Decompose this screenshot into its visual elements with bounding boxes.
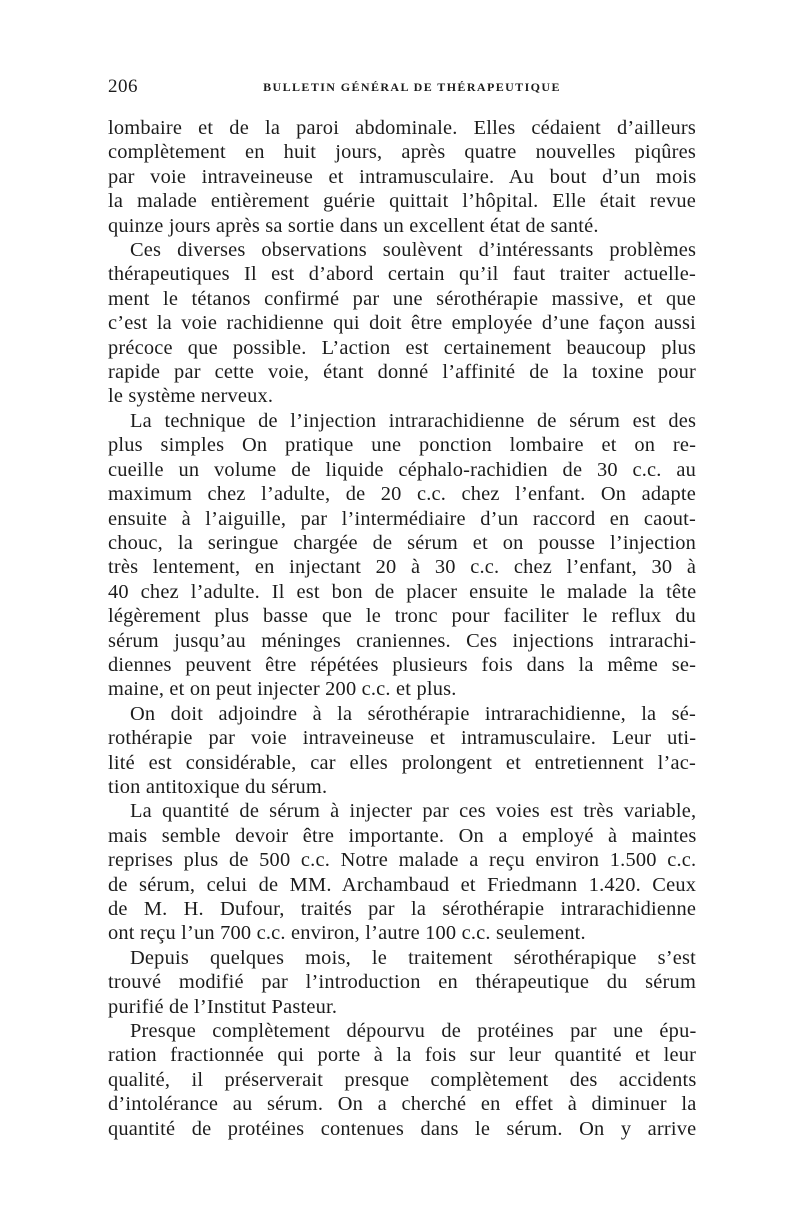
text-line: thérapeutiques Il est d’abord certain qu’il faut traiter actuelle- <box>108 263 696 286</box>
paragraph-3 <box>108 409 696 702</box>
text-line: d’intolérance au sérum. On a cherché en effet à diminuer la <box>108 1093 697 1116</box>
text-line: de sérum, celui de MM. Archambaud et Friedmann 1.420. Ceux <box>108 873 697 896</box>
text-line: de M. H. Dufour, traités par la sérothérapie intrarachidienne <box>108 898 697 920</box>
text-line: maine, et on peut injecter 200 c.c. et plus. <box>108 678 457 701</box>
paragraph-6 <box>108 946 696 1019</box>
text-line: ensuite à l’aiguille, par l’intermédiaire d’un raccord en caout- <box>108 507 696 530</box>
paragraph-2 <box>108 238 696 409</box>
text-line: maximum chez l’adulte, de 20 c.c. chez l’enfant. On adapte <box>108 483 696 506</box>
paragraph-4 <box>108 702 696 800</box>
text-line: diennes peuvent être répétées plusieurs fois dans la même se- <box>108 653 697 676</box>
text-line: ment le tétanos confirmé par une sérothérapie massive, et que <box>108 287 696 310</box>
text-line: par voie intraveineuse et intramusculaire. Au bout d’un mois <box>108 165 697 188</box>
paragraph-5 <box>108 799 696 945</box>
paragraph-7 <box>108 1019 696 1141</box>
text-line: la malade entièrement guérie quittait l’hôpital. Elle était revue <box>108 190 696 213</box>
text-line: quinze jours après sa sortie dans un excellent état de santé. <box>108 214 599 237</box>
page-header <box>108 76 696 98</box>
text-line: rapide par cette voie, étant donné l’affinité de la toxine pour <box>108 361 696 384</box>
text-line: Presque complètement dépourvu de protéines par une épu- <box>130 1020 697 1043</box>
text-line: reprises plus de 500 c.c. Notre malade a reçu environ 1.500 c.c. <box>108 849 697 872</box>
text-line: La quantité de sérum à injecter par ces voies est très variable, <box>130 800 697 823</box>
text-line: ont reçu l’un 700 c.c. environ, l’autre 100 c.c. seulement. <box>108 922 586 945</box>
paragraph-1 <box>108 116 696 238</box>
text-line: On doit adjoindre à la sérothérapie intrarachidienne, la sé- <box>130 702 696 725</box>
text-line: tion antitoxique du sérum. <box>108 775 328 798</box>
text-line: lité est considérable, car elles prolongent et entretiennent l’ac- <box>108 751 696 774</box>
running-title: BULLETIN GÉNÉRAL DE THÉRAPEUTIQUE <box>263 80 561 94</box>
text-line: trouvé modifié par l’introduction en thérapeutique du sérum <box>108 971 696 994</box>
body-text <box>108 116 696 1141</box>
text-line: c’est la voie rachidienne qui doit être employée d’une façon aussi <box>108 312 696 335</box>
text-line: cueille un volume de liquide céphalo-rachidien de 30 c.c. au <box>108 458 696 481</box>
text-line: La technique de l’injection intrarachidienne de sérum est des <box>130 409 697 432</box>
text-line: précoce que possible. L’action est certainement beaucoup plus <box>108 336 696 359</box>
text-line: complètement en huit jours, après quatre nouvelles piqûres <box>108 141 696 164</box>
text-line: sérum jusqu’au méninges craniennes. Ces injections intrarachi- <box>108 629 697 652</box>
text-line: chouc, la seringue chargée de sérum et on pousse l’injection <box>108 531 696 554</box>
text-line: le système nerveux. <box>108 385 274 408</box>
text-line: qualité, il préserverait presque complètement des accidents <box>108 1068 697 1091</box>
text-line: rothérapie par voie intraveineuse et intramusculaire. Leur uti- <box>108 727 697 750</box>
text-line: Ces diverses observations soulèvent d’intéressants problèmes <box>130 239 697 262</box>
text-line: légèrement plus basse que le tronc pour faciliter le reflux du <box>108 605 696 628</box>
text-line: mais semble devoir être importante. On a employé à maintes <box>108 824 697 847</box>
text-line: ration fractionnée qui porte à la fois sur leur quantité et leur <box>108 1044 697 1067</box>
text-line: purifié de l’Institut Pasteur. <box>108 995 338 1018</box>
text-line: très lentement, en injectant 20 à 30 c.c. chez l’enfant, 30 à <box>108 556 697 579</box>
text-line: plus simples On pratique une ponction lombaire et on re- <box>108 434 697 457</box>
text-line: lombaire et de la paroi abdominale. Elles cédaient d’ailleurs <box>108 117 696 139</box>
text-line: Depuis quelques mois, le traitement sérothérapique s’est <box>130 946 696 969</box>
page-number: 206 <box>108 76 138 97</box>
text-line: quantité de protéines contenues dans le sérum. On y arrive <box>108 1117 697 1140</box>
text-line: 40 chez l’adulte. Il est bon de placer ensuite le malade la tête <box>108 580 697 603</box>
